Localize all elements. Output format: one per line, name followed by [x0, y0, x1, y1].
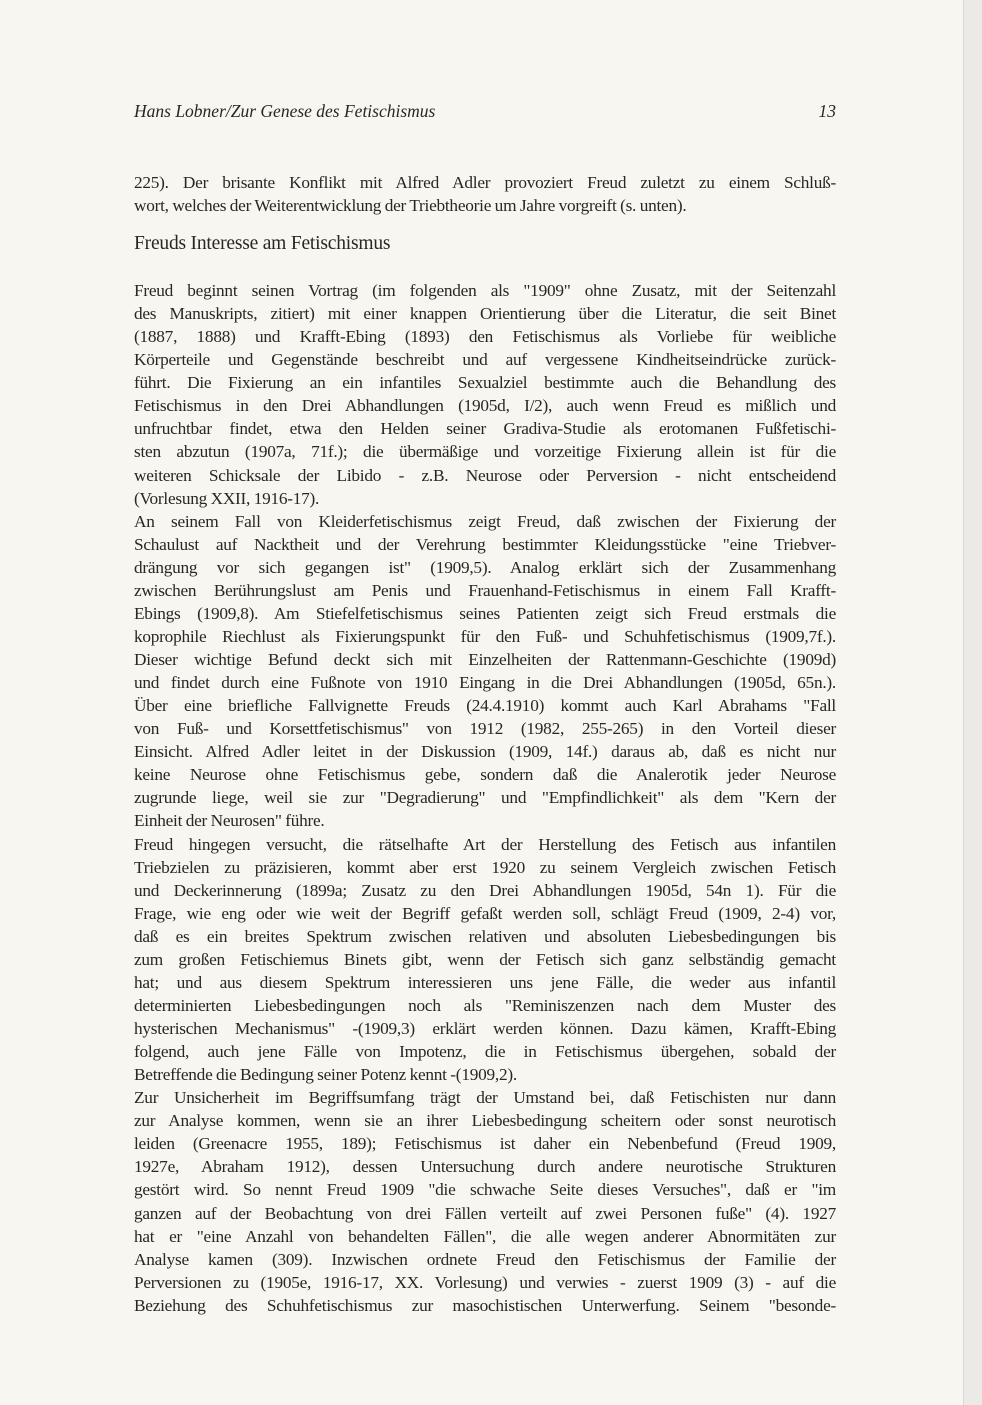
text-line: hat; und aus diesem Spektrum interessieren uns jene Fälle, die weder aus infantil — [134, 972, 836, 992]
text-line: ganzen auf der Beobachtung von drei Fällen verteilt auf zwei Personen fuße" (4). 1927 — [134, 1203, 836, 1223]
text-line: wort, welches der Weiterentwicklung der Triebtheorie um Jahre vorgreift (s. unten). — [134, 195, 687, 215]
text-line: Frage, wie eng oder wie weit der Begriff gefaßt werden soll, schlägt Freud (1909, 2-4) vor, — [134, 903, 836, 923]
text-line: von Fuß- und Korsettfetischismus" von 1912 (1982, 255-265) in den Vorteil dieser — [134, 719, 836, 739]
text-line: Zur Unsicherheit im Begriffsumfang trägt der Umstand bei, daß Fetischisten nur dann — [134, 1088, 836, 1108]
text-line: Ebings (1909,8). Am Stiefelfetischismus seines Patienten zeigt sich Freud erstmals die — [134, 603, 836, 623]
scan-edge — [963, 0, 982, 1405]
text-line: Einheit der Neurosen" führe. — [134, 811, 325, 831]
text-line: daß es ein breites Spektrum zwischen relativen und absoluten Liebesbedingungen bis — [134, 926, 836, 946]
text-line: drängung vor sich gegangen ist" (1909,5). Analog erklärt sich der Zusammenhang — [134, 557, 836, 577]
text-line: zur Analyse kommen, wenn sie an ihrer Liebesbedingung scheitern oder sonst neurotisch — [134, 1111, 836, 1131]
text-line: determinierten Liebesbedingungen noch als "Reminiszenzen nach dem Muster des — [134, 995, 836, 1015]
text-line: des Manuskripts, zitiert) mit einer knappen Orientierung über die Literatur, die seit Binet — [134, 304, 836, 324]
running-title: Hans Lobner/Zur Genese des Fetischismus — [134, 101, 436, 121]
text-line: 225). Der brisante Konflikt mit Alfred Adler provoziert Freud zuletzt zu einem Schluß- — [134, 173, 836, 192]
text-line: sten abzutun (1907a, 71f.); die übermäßige und vorzeitige Fixierung allein ist für die — [134, 442, 836, 462]
text-line: Körperteile und Gegenstände beschreibt und auf vergessene Kindheitseindrücke zurück- — [134, 350, 836, 370]
text-line: keine Neurose ohne Fetischismus gebe, sondern daß die Analerotik jeder Neurose — [134, 765, 836, 785]
text-line: zugrunde liege, weil sie zur "Degradierung" und "Empfindlichkeit" als dem "Kern der — [134, 788, 836, 808]
text-line: führt. Die Fixierung an ein infantiles Sexualziel bestimmte auch die Behandlung des — [134, 373, 836, 393]
text-line: Triebzielen zu präzisieren, kommt aber erst 1920 zu seinem Vergleich zwischen Fetisch — [134, 857, 836, 877]
text-line: Dieser wichtige Befund deckt sich mit Einzelheiten der Rattenmann-Geschichte (1909d) — [134, 650, 836, 669]
text-line: Über eine briefliche Fallvignette Freuds (24.4.1910) kommt auch Karl Abrahams "Fall — [134, 696, 836, 716]
text-line: hysterischen Mechanismus" -(1909,3) erklärt werden können. Dazu kämen, Krafft-Ebing — [134, 1019, 836, 1038]
intro-paragraph — [134, 172, 836, 217]
section-heading: Freuds Interesse am Fetischismus — [134, 233, 391, 254]
text-line: (1887, 1888) und Krafft-Ebing (1893) den Fetischismus als Vorliebe für weibliche — [134, 327, 836, 347]
text-line: gestört wird. So nennt Freud 1909 "die schwache Seite dieses Versuches", daß er "im — [134, 1180, 836, 1200]
text-line: Perversionen zu (1905e, 1916-17, XX. Vorlesung) und verwies - zuerst 1909 (3) - auf die — [134, 1272, 836, 1292]
text-line: 1927e, Abraham 1912), dessen Untersuchung durch andere neurotische Strukturen — [134, 1157, 836, 1177]
text-line: Beziehung des Schuhfetischismus zur masochistischen Unterwerfung. Seinem "besonde- — [134, 1295, 836, 1315]
text-line: An seinem Fall von Kleiderfetischismus zeigt Freud, daß zwischen der Fixierung der — [134, 511, 836, 531]
text-line: und findet durch eine Fußnote von 1910 Eingang in die Drei Abhandlungen (1905d, 65n.). — [134, 673, 836, 693]
page-number: 13 — [818, 101, 836, 121]
text-line: Schaulust auf Nacktheit und der Verehrung bestimmter Kleidungsstücke "eine Triebver- — [134, 534, 836, 554]
text-line: Analyse kamen (309). Inzwischen ordnete Freud den Fetischismus der Familie der — [134, 1249, 836, 1269]
text-line: (Vorlesung XXII, 1916-17). — [134, 488, 320, 508]
text-line: hat er "eine Anzahl von behandelten Fällen", die alle wegen anderer Abnormitäten zur — [134, 1226, 836, 1246]
text-line: Freud hingegen versucht, die rätselhafte Art der Herstellung des Fetisch aus infantilen — [134, 834, 836, 854]
text-line: Freud beginnt seinen Vortrag (im folgenden als "1909" ohne Zusatz, mit der Seitenzahl — [134, 281, 836, 300]
text-line: unfruchtbar findet, etwa den Helden seiner Gradiva-Studie als erotomanen Fußfetischi- — [134, 419, 836, 439]
text-line: Fetischismus in den Drei Abhandlungen (1905d, I/2), auch wenn Freud es mißlich und — [134, 396, 836, 416]
text-line: leiden (Greenacre 1955, 189); Fetischismus ist daher ein Nebenbefund (Freud 1909, — [134, 1134, 836, 1154]
text-line: Einsicht. Alfred Adler leitet in der Diskussion (1909, 14f.) daraus ab, daß es nicht nur — [134, 742, 836, 762]
text-line: zum großen Fetischiemus Binets gibt, wenn der Fetisch sich ganz selbständig gemacht — [134, 949, 836, 969]
body-text — [134, 279, 836, 1317]
text-line: zwischen Berührungslust am Penis und Frauenhand-Fetischismus in einem Fall Krafft- — [134, 580, 836, 600]
text-line: folgend, auch jene Fälle von Impotenz, die in Fetischismus übergehen, sobald der — [134, 1042, 836, 1062]
text-line: weiteren Schicksale der Libido - z.B. Neurose oder Perversion - nicht entscheidend — [134, 465, 836, 485]
running-header — [134, 101, 836, 125]
text-line: und Deckerinnerung (1899a; Zusatz zu den Drei Abhandlungen 1905d, 54n 1). Für die — [134, 880, 836, 900]
text-line: koprophile Riechlust als Fixierungspunkt für den Fuß- und Schuhfetischismus (1909,7f.). — [134, 626, 836, 646]
text-line: Betreffende die Bedingung seiner Potenz kennt -(1909,2). — [134, 1065, 517, 1085]
